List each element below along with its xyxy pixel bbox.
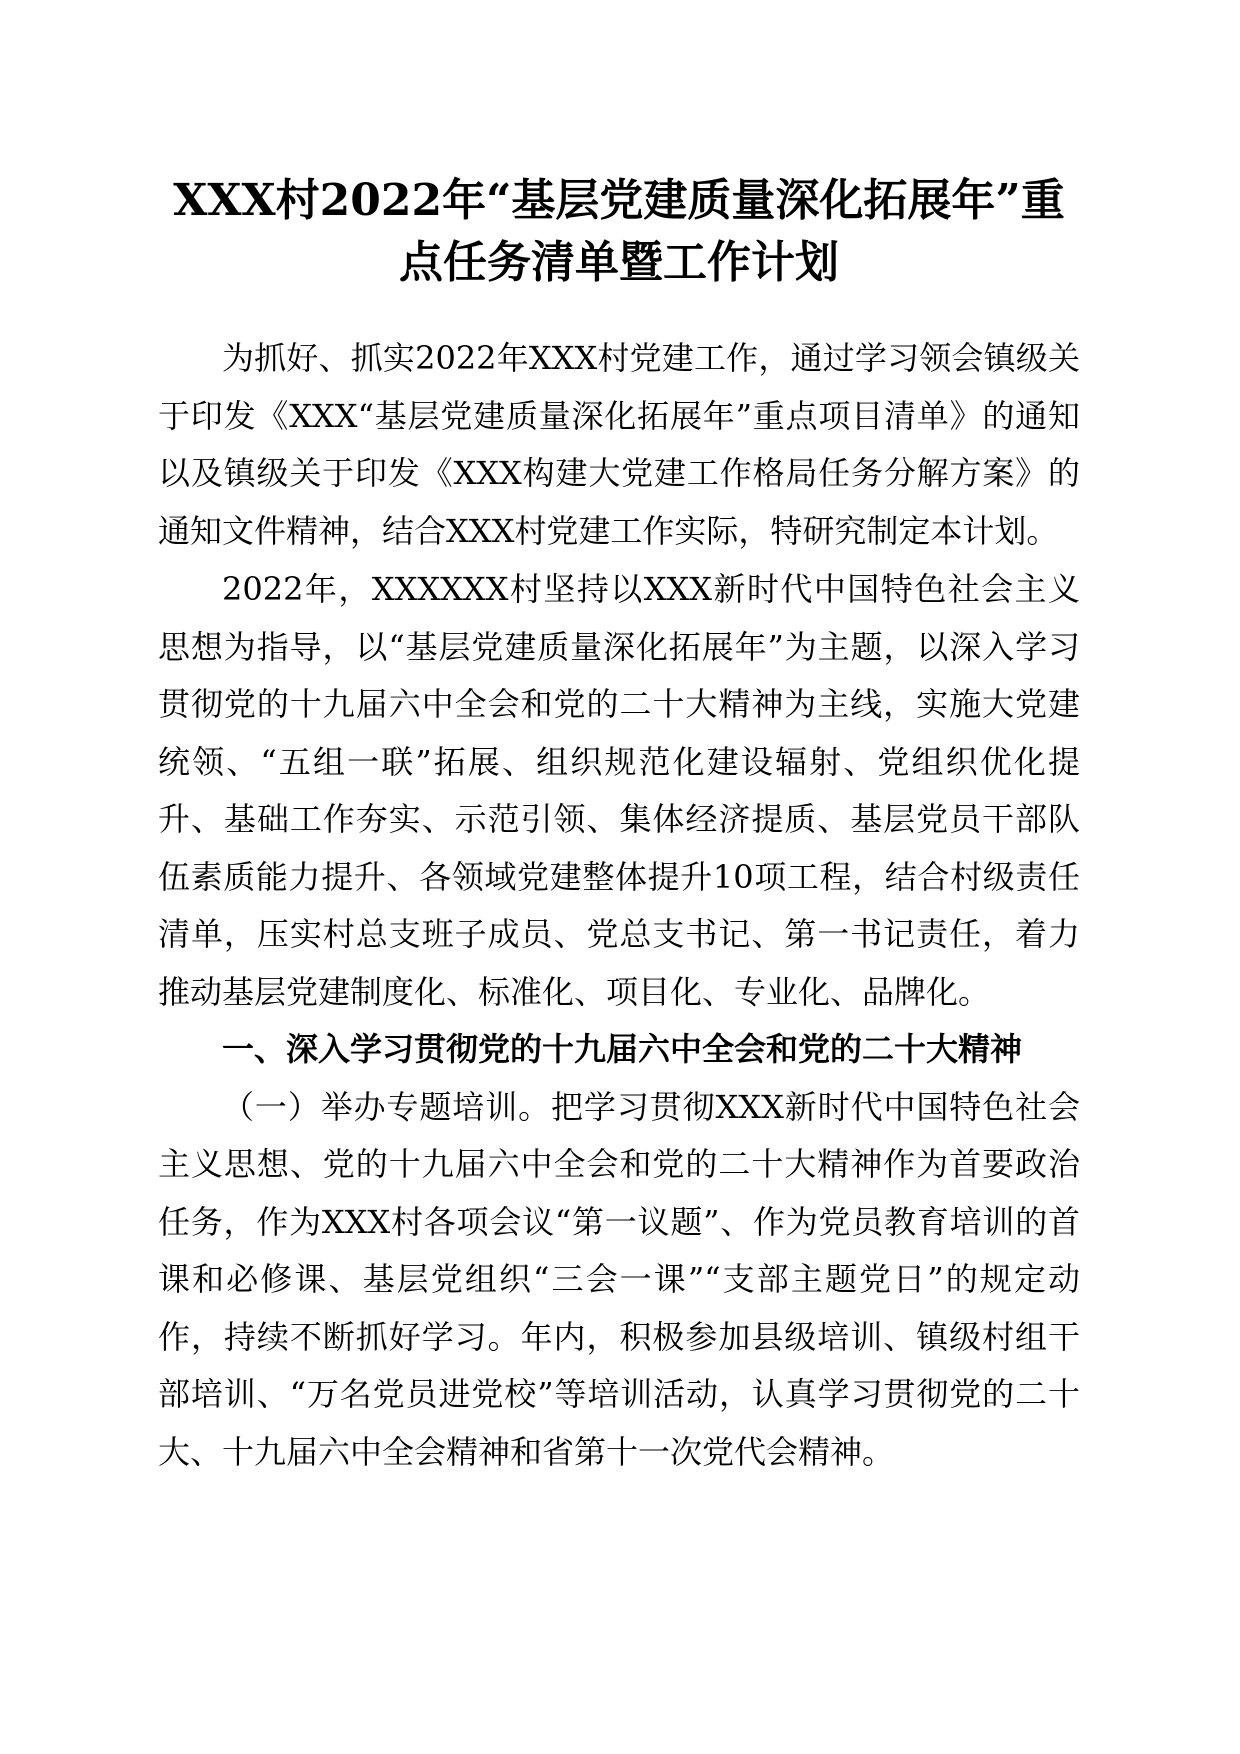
intro-paragraph: 为抓好、抓实2022年XXX村党建工作，通过学习领会镇级关于印发《XXX“基层党建质量深化拓展年”重点项目清单》的通知以及镇级关于印发《XXX构建大党建工作格局任务分解方案》的通知文件精神，结合XXX村党建工作实际，特研究制定本计划。 <box>158 339 1080 550</box>
item-1-title: （一）举办专题培训。 <box>222 1087 552 1126</box>
document-title <box>158 170 1080 294</box>
document-page <box>158 170 1080 1481</box>
document-body <box>158 330 1080 1481</box>
overview-paragraph: 2022年，XXXXXX村坚持以XXX新时代中国特色社会主义思想为指导，以“基层党建质量深化拓展年”为主题，以深入学习贯彻党的十九届六中全会和党的二十大精神为主线，实施大党建统领、“五组一联”拓展、组织规范化建设辐射、党组织优化提升、基础工作夯实、示范引领、集体经济提质、基层党员干部队伍素质能力提升、各领域党建整体提升10项工程，结合村级责任清单，压实村总支班子成员、党总支书记、第一书记责任，着力推动基层党建制度化、标准化、项目化、专业化、品牌化。 <box>158 570 1080 1011</box>
section-heading-1: 一、深入学习贯彻党的十九届六中全会和党的二十大精神 <box>222 1030 1023 1068</box>
title-line-1: XXX村2022年“基层党建质量深化拓展年”重 <box>173 175 1065 226</box>
item-1-body: 把学习贯彻XXX新时代中国特色社会主义思想、党的十九届六中全会和党的二十大精神作为首要政治任务，作为XXX村各项会议“第一议题”、作为党员教育培训的首课和必修课、基层党组织“三会一课”“支部主题党日”的规定动作，持续不断抓好学习。年内，积极参加县级培训、镇级村组干部培训、“万名党员进党校”等培训活动，认真学习贯彻党的二十大、十九届六中全会精神和省第十一次党代会精神。 <box>158 1087 1080 1471</box>
title-line-2: 点任务清单暨工作计划 <box>399 237 839 288</box>
section-1-item-1 <box>158 1079 1080 1482</box>
